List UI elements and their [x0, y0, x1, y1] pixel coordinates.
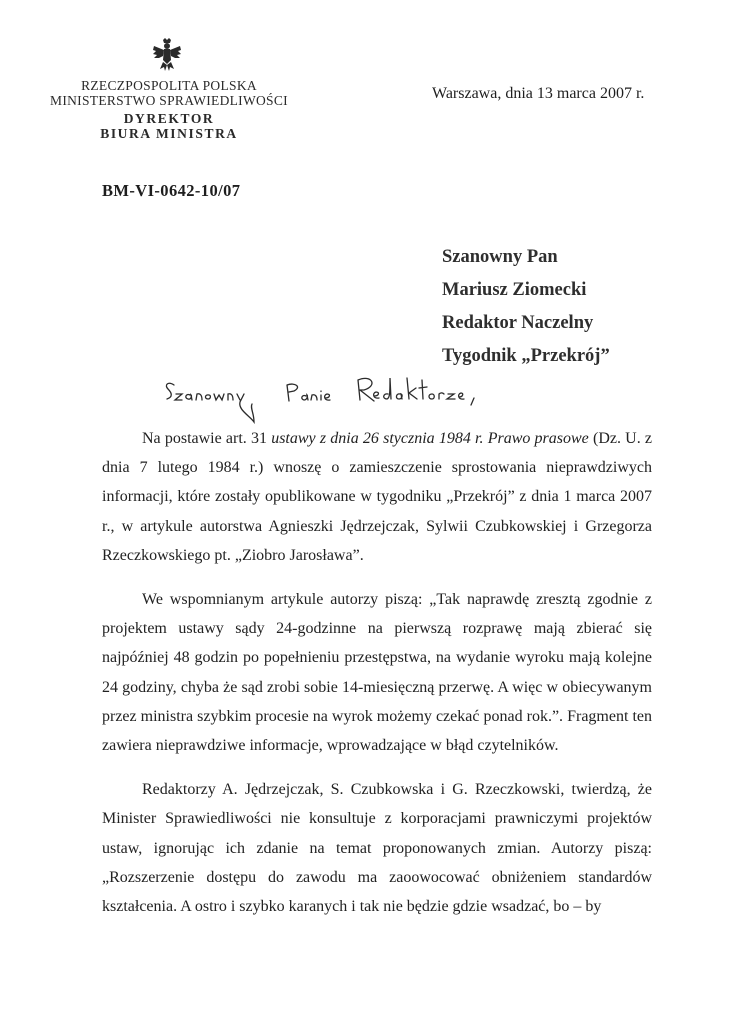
ministry-name: MINISTERSTWO SPRAWIEDLIWOŚCI — [50, 92, 288, 108]
addressee-publication: Tygodnik „Przekrój” — [442, 346, 610, 366]
addressee-greeting: Szanowny Pan — [442, 247, 558, 267]
paragraph-consultation-claim: Redaktorzy A. Jędrzejczak, S. Czubkowska i G. Rzeczkowski, twierdzą, że Minister Sprawiedliwości nie konsultuje z korporacjami prawniczymi projektów ustaw, ignorując ich zdanie na temat proponowanych zmian. Autorzy piszą: „Rozszerzenie dostępu do zawodu ma zaoowocować obniżeniem standardów kształcenia. A ostro i szybko karanych i tak nie będzie gdzie wsadzać, bo – by — [102, 781, 652, 916]
handwritten-salutation — [160, 358, 500, 433]
paragraph-1-rest: (Dz. U. z dnia 7 lutego 1984 r.) wnoszę o zamieszczenie sprostowania nieprawdziwych informacji, które zostały opublikowane w tygodniku „Przekrój” z dnia 1 marca 2007 r., w artykule autorstwa Agnieszki Jędrzejczak, Sylwii Czubkowskiej i Grzegorza Rzeczkowskiego pt. „Ziobro Jarosława”. — [102, 430, 653, 564]
office-unit: BIURA MINISTRA — [100, 126, 238, 141]
press-law-citation: ustawy z dnia 26 stycznia 1984 r. Prawo prasowe — [271, 430, 589, 447]
date-line: Warszawa, dnia 13 marca 2007 r. — [432, 85, 645, 102]
polish-eagle-emblem-icon — [152, 38, 182, 72]
institution-header — [40, 79, 298, 141]
addressee-name: Mariusz Ziomecki — [442, 280, 587, 300]
addressee-block — [442, 243, 610, 375]
paragraph-quoted-article: We wspomnianym artykule autorzy piszą: „Tak naprawdę zresztą zgodnie z projektem ustawy sądy 24-godzinne na pierwszą rozprawę mają zbierać się najpóźniej 48 godzin po popełnieniu przestępstwa, na wydanie wyroku mają kolejne 24 godziny, chyba że sąd zrobi sobie 14-miesięczną przerwę. A więc w obiecywanym przez ministra szybkim procesie na wyrok możemy czekać ponad rok.”. Fragment ten zawiera nieprawdziwe informacje, wprowadzające w błąd czytelników. — [102, 591, 652, 755]
paragraph-legal-basis — [102, 424, 652, 570]
institution-name: RZECZPOSPOLITA POLSKA — [81, 78, 257, 93]
letter-body — [102, 424, 652, 936]
addressee-position: Redaktor Naczelny — [442, 313, 594, 333]
reference-number: BM-VI-0642-10/07 — [102, 181, 241, 200]
paragraph-1-intro: Na postawie art. 31 — [142, 430, 272, 447]
office-title: DYREKTOR — [123, 111, 215, 126]
